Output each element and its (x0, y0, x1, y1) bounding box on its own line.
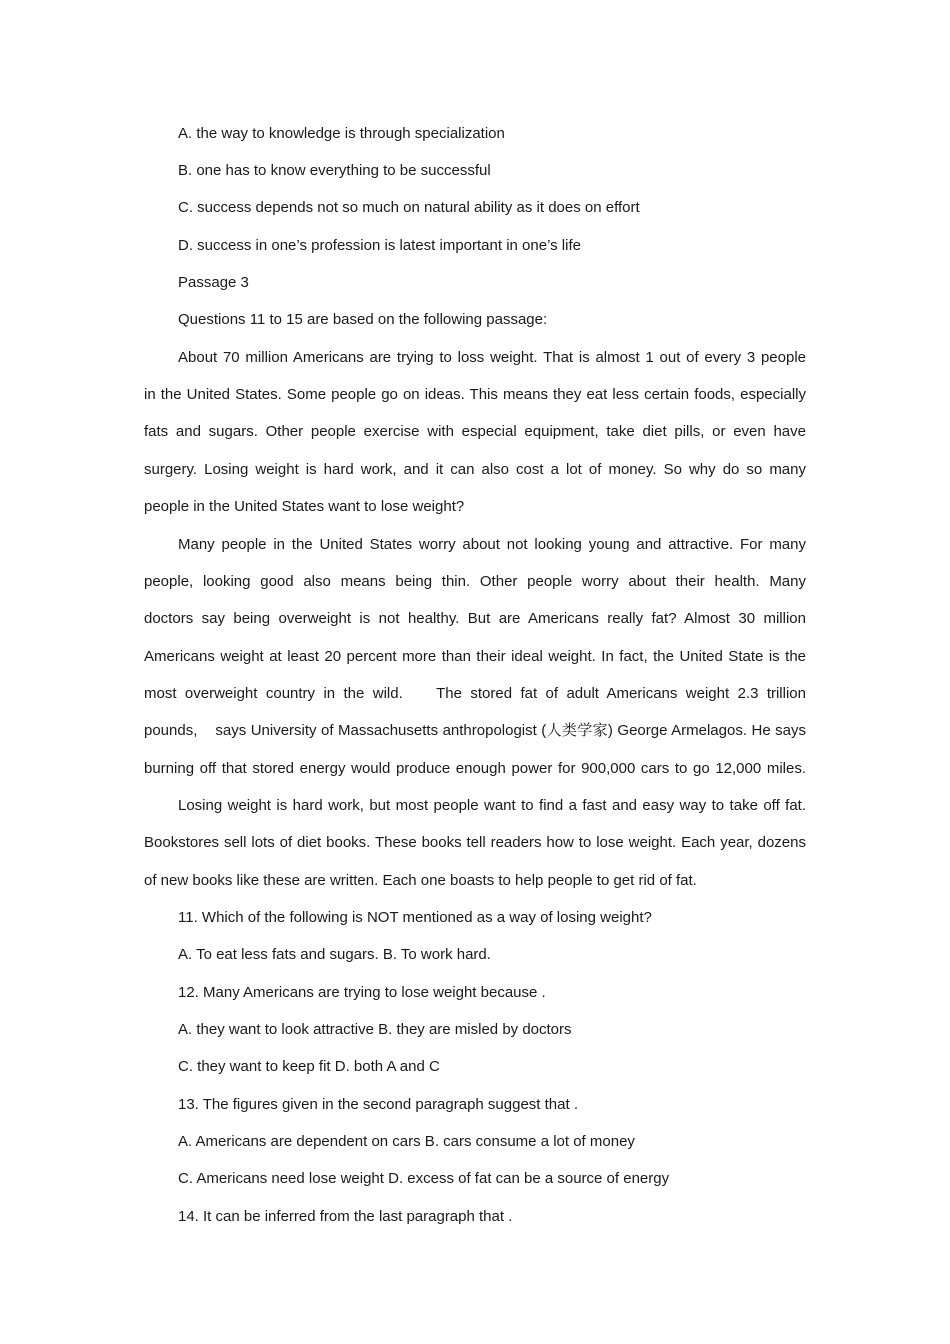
paragraph-line: About 70 million Americans are trying to loss weight. That is almost 1 out of every 3 people (178, 349, 806, 366)
question-option: C. they want to keep fit D. both A and C (178, 1058, 440, 1075)
question-stem: 14. It can be inferred from the last paragraph that . (178, 1208, 513, 1225)
passage-title: Passage 3 (178, 274, 249, 291)
paragraph-line: pounds, says University of Massachusetts anthropologist (人类学家) George Armelagos. He says (144, 722, 806, 739)
paragraph-line: doctors say being overweight is not healthy. But are Americans really fat? Almost 30 million (144, 610, 806, 627)
question-option: A. To eat less fats and sugars. B. To work hard. (178, 946, 491, 963)
question-stem: 13. The figures given in the second paragraph suggest that . (178, 1096, 578, 1113)
paragraph-line: most overweight country in the wild. The stored fat of adult Americans weight 2.3 trillion (144, 685, 806, 702)
passage-intro: Questions 11 to 15 are based on the following passage: (178, 311, 548, 328)
paragraph-line: burning off that stored energy would produce enough power for 900,000 cars to go 12,000 miles. (144, 760, 806, 777)
paragraph-line: Americans weight at least 20 percent more than their ideal weight. In fact, the United State is the (144, 648, 806, 665)
paragraph-line: Losing weight is hard work, but most people want to find a fast and easy way to take off fat. (178, 797, 806, 814)
question-stem: 12. Many Americans are trying to lose weight because . (178, 984, 546, 1001)
question-option: C. Americans need lose weight D. excess of fat can be a source of energy (178, 1170, 670, 1187)
paragraph-line: people, looking good also means being thin. Other people worry about their health. Many (144, 573, 806, 590)
question-stem: 11. Which of the following is NOT mentioned as a way of losing weight? (178, 909, 652, 926)
paragraph-line: Many people in the United States worry about not looking young and attractive. For many (178, 536, 806, 553)
paragraph-line: in the United States. Some people go on ideas. This means they eat less certain foods, especially (144, 386, 806, 403)
paragraph-line: fats and sugars. Other people exercise with especial equipment, take diet pills, or even have (144, 423, 806, 440)
paragraph-line: people in the United States want to lose weight? (144, 498, 465, 515)
option-line: B. one has to know everything to be successful (178, 162, 491, 179)
paragraph-line: surgery. Losing weight is hard work, and it can also cost a lot of money. So why do so many (144, 461, 806, 478)
question-option: A. they want to look attractive B. they are misled by doctors (178, 1021, 572, 1038)
paragraph-line: Bookstores sell lots of diet books. These books tell readers how to lose weight. Each year, dozens (144, 834, 806, 851)
option-line: D. success in one’s profession is latest important in one’s life (178, 237, 581, 254)
option-line: C. success depends not so much on natural ability as it does on effort (178, 199, 640, 216)
paragraph-line: of new books like these are written. Each one boasts to help people to get rid of fat. (144, 872, 697, 889)
option-line: A. the way to knowledge is through specialization (178, 125, 505, 142)
question-option: A. Americans are dependent on cars B. cars consume a lot of money (178, 1133, 635, 1150)
